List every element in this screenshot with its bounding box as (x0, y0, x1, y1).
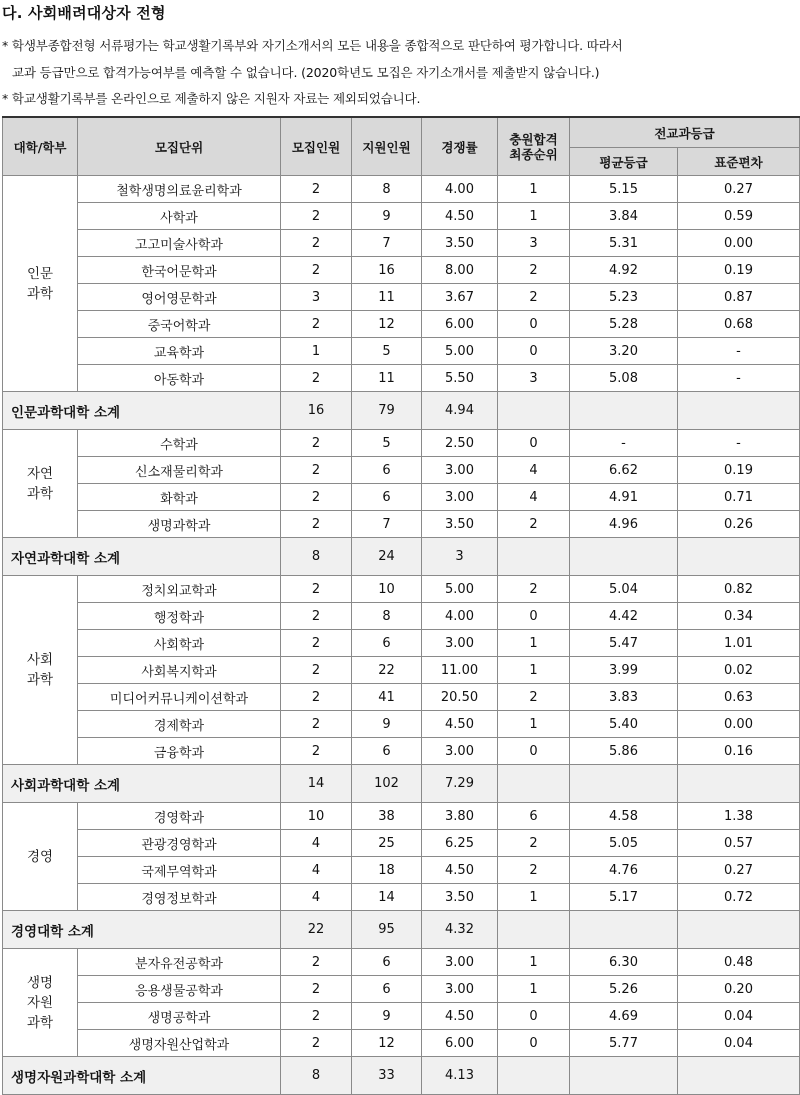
avg-cell: 5.31 (570, 230, 678, 257)
table-row (3, 976, 800, 1003)
subtotal-empty-cell (678, 1057, 800, 1095)
subtotal-empty-cell (570, 765, 678, 803)
applicants-cell: 18 (352, 857, 422, 884)
std-cell: - (678, 338, 800, 365)
subtotal-quota-cell: 22 (281, 911, 352, 949)
avg-cell: 4.42 (570, 603, 678, 630)
college-cell: 경영 (3, 803, 78, 911)
quota-cell: 2 (281, 365, 352, 392)
avg-cell: 6.30 (570, 949, 678, 976)
applicants-cell: 5 (352, 338, 422, 365)
unit-cell: 철학생명의료윤리학과 (78, 176, 281, 203)
std-cell: 0.82 (678, 576, 800, 603)
ratio-cell: 5.00 (422, 576, 498, 603)
header-avg: 평균등급 (570, 148, 678, 176)
unit-cell: 미디어커뮤니케이션학과 (78, 684, 281, 711)
ratio-cell: 3.00 (422, 484, 498, 511)
applicants-cell: 6 (352, 976, 422, 1003)
subtotal-row (3, 1057, 800, 1095)
rank-cell: 2 (498, 830, 570, 857)
avg-cell: 5.28 (570, 311, 678, 338)
avg-cell: 5.23 (570, 284, 678, 311)
ratio-cell: 5.50 (422, 365, 498, 392)
avg-cell: 4.91 (570, 484, 678, 511)
rank-cell: 0 (498, 338, 570, 365)
subtotal-quota-cell: 8 (281, 538, 352, 576)
table-row (3, 884, 800, 911)
unit-cell: 분자유전공학과 (78, 949, 281, 976)
ratio-cell: 4.50 (422, 1003, 498, 1030)
ratio-cell: 4.50 (422, 711, 498, 738)
rank-cell: 1 (498, 976, 570, 1003)
ratio-cell: 20.50 (422, 684, 498, 711)
subtotal-label: 사회과학대학 소계 (3, 765, 281, 803)
avg-cell: 5.86 (570, 738, 678, 765)
avg-cell: 4.92 (570, 257, 678, 284)
quota-cell: 2 (281, 630, 352, 657)
header-std: 표준편차 (678, 148, 800, 176)
rank-cell: 1 (498, 949, 570, 976)
subtotal-applicants-cell: 79 (352, 392, 422, 430)
rank-cell: 6 (498, 803, 570, 830)
quota-cell: 2 (281, 230, 352, 257)
unit-cell: 국제무역학과 (78, 857, 281, 884)
applicants-cell: 9 (352, 1003, 422, 1030)
std-cell: 0.20 (678, 976, 800, 1003)
college-cell: 사회 과학 (3, 576, 78, 765)
unit-cell: 경영학과 (78, 803, 281, 830)
std-cell: - (678, 365, 800, 392)
quota-cell: 2 (281, 511, 352, 538)
applicants-cell: 41 (352, 684, 422, 711)
ratio-cell: 3.00 (422, 738, 498, 765)
applicants-cell: 16 (352, 257, 422, 284)
unit-cell: 한국어문학과 (78, 257, 281, 284)
header-college: 대학/학부 (3, 117, 78, 176)
table-row (3, 711, 800, 738)
applicants-cell: 12 (352, 311, 422, 338)
applicants-cell: 14 (352, 884, 422, 911)
table-row (3, 203, 800, 230)
header-unit: 모집단위 (78, 117, 281, 176)
std-cell: 0.72 (678, 884, 800, 911)
unit-cell: 생명공학과 (78, 1003, 281, 1030)
ratio-cell: 3.00 (422, 976, 498, 1003)
applicants-cell: 7 (352, 511, 422, 538)
rank-cell: 3 (498, 365, 570, 392)
std-cell: 0.19 (678, 257, 800, 284)
quota-cell: 2 (281, 176, 352, 203)
quota-cell: 2 (281, 738, 352, 765)
quota-cell: 2 (281, 711, 352, 738)
table-row (3, 311, 800, 338)
quota-cell: 2 (281, 430, 352, 457)
quota-cell: 2 (281, 603, 352, 630)
note-line-2: 교과 등급만으로 합격가능여부를 예측할 수 없습니다. (2020학년도 모집은 자기소개서를 제출받지 않습니다.) (12, 65, 600, 80)
std-cell: 0.63 (678, 684, 800, 711)
unit-cell: 사회복지학과 (78, 657, 281, 684)
table-row (3, 949, 800, 976)
subtotal-quota-cell: 14 (281, 765, 352, 803)
ratio-cell: 3.00 (422, 457, 498, 484)
quota-cell: 2 (281, 1030, 352, 1057)
table-row (3, 630, 800, 657)
subtotal-empty-cell (498, 392, 570, 430)
table-row (3, 1003, 800, 1030)
subtotal-empty-cell (678, 392, 800, 430)
rank-cell: 0 (498, 1003, 570, 1030)
applicants-cell: 8 (352, 603, 422, 630)
std-cell: 0.68 (678, 311, 800, 338)
avg-cell: 3.84 (570, 203, 678, 230)
rank-cell: 2 (498, 284, 570, 311)
table-row (3, 657, 800, 684)
subtotal-label: 경영대학 소계 (3, 911, 281, 949)
admission-results-table (2, 116, 800, 1095)
table-body (3, 176, 800, 1095)
avg-cell: 5.05 (570, 830, 678, 857)
applicants-cell: 5 (352, 430, 422, 457)
unit-cell: 경영정보학과 (78, 884, 281, 911)
unit-cell: 정치외교학과 (78, 576, 281, 603)
subtotal-label: 인문과학대학 소계 (3, 392, 281, 430)
unit-cell: 중국어학과 (78, 311, 281, 338)
quota-cell: 2 (281, 1003, 352, 1030)
table-row (3, 430, 800, 457)
rank-cell: 0 (498, 738, 570, 765)
rank-cell: 2 (498, 257, 570, 284)
avg-cell: 4.96 (570, 511, 678, 538)
subtotal-empty-cell (570, 538, 678, 576)
unit-cell: 신소재물리학과 (78, 457, 281, 484)
rank-cell: 1 (498, 630, 570, 657)
rank-cell: 4 (498, 484, 570, 511)
applicants-cell: 12 (352, 1030, 422, 1057)
applicants-cell: 7 (352, 230, 422, 257)
subtotal-applicants-cell: 33 (352, 1057, 422, 1095)
avg-cell: 5.47 (570, 630, 678, 657)
ratio-cell: 4.00 (422, 603, 498, 630)
rank-cell: 4 (498, 457, 570, 484)
table-row (3, 365, 800, 392)
subtotal-empty-cell (678, 538, 800, 576)
avg-cell: 4.76 (570, 857, 678, 884)
unit-cell: 관광경영학과 (78, 830, 281, 857)
rank-cell: 0 (498, 1030, 570, 1057)
quota-cell: 4 (281, 884, 352, 911)
subtotal-ratio-cell: 4.32 (422, 911, 498, 949)
subtotal-empty-cell (498, 1057, 570, 1095)
note-line-3: * 학교생활기록부를 온라인으로 제출하지 않은 지원자 자료는 제외되었습니다. (2, 91, 421, 106)
subtotal-empty-cell (498, 538, 570, 576)
ratio-cell: 3.50 (422, 511, 498, 538)
unit-cell: 사학과 (78, 203, 281, 230)
std-cell: 0.59 (678, 203, 800, 230)
college-cell: 생명 자원 과학 (3, 949, 78, 1057)
std-cell: 0.16 (678, 738, 800, 765)
header-grade-group: 전교과등급 (570, 117, 800, 148)
applicants-cell: 6 (352, 484, 422, 511)
avg-cell: 4.69 (570, 1003, 678, 1030)
avg-cell: 5.15 (570, 176, 678, 203)
applicants-cell: 9 (352, 711, 422, 738)
rank-cell: 3 (498, 230, 570, 257)
subtotal-ratio-cell: 4.94 (422, 392, 498, 430)
table-row (3, 830, 800, 857)
subtotal-quota-cell: 8 (281, 1057, 352, 1095)
subtotal-row (3, 392, 800, 430)
subtotal-row (3, 538, 800, 576)
ratio-cell: 4.50 (422, 203, 498, 230)
std-cell: - (678, 430, 800, 457)
quota-cell: 2 (281, 311, 352, 338)
applicants-cell: 38 (352, 803, 422, 830)
ratio-cell: 6.00 (422, 311, 498, 338)
avg-cell: 6.62 (570, 457, 678, 484)
subtotal-empty-cell (570, 1057, 678, 1095)
ratio-cell: 6.25 (422, 830, 498, 857)
quota-cell: 4 (281, 830, 352, 857)
avg-cell: 3.99 (570, 657, 678, 684)
unit-cell: 영어영문학과 (78, 284, 281, 311)
quota-cell: 3 (281, 284, 352, 311)
quota-cell: 2 (281, 976, 352, 1003)
ratio-cell: 3.00 (422, 630, 498, 657)
table-row (3, 511, 800, 538)
unit-cell: 경제학과 (78, 711, 281, 738)
quota-cell: 2 (281, 457, 352, 484)
table-row (3, 738, 800, 765)
rank-cell: 1 (498, 884, 570, 911)
subtotal-row (3, 911, 800, 949)
quota-cell: 2 (281, 257, 352, 284)
ratio-cell: 6.00 (422, 1030, 498, 1057)
rank-cell: 2 (498, 576, 570, 603)
avg-cell: 5.17 (570, 884, 678, 911)
unit-cell: 화학과 (78, 484, 281, 511)
ratio-cell: 11.00 (422, 657, 498, 684)
note-line-1: * 학생부종합전형 서류평가는 학교생활기록부와 자기소개서의 모든 내용을 종합적으로 판단하여 평가합니다. 따라서 (2, 38, 623, 53)
std-cell: 0.00 (678, 711, 800, 738)
applicants-cell: 22 (352, 657, 422, 684)
applicants-cell: 11 (352, 284, 422, 311)
avg-cell: 5.08 (570, 365, 678, 392)
table-row (3, 576, 800, 603)
avg-cell: 5.77 (570, 1030, 678, 1057)
table-row (3, 230, 800, 257)
applicants-cell: 11 (352, 365, 422, 392)
rank-cell: 1 (498, 203, 570, 230)
std-cell: 0.00 (678, 230, 800, 257)
std-cell: 0.27 (678, 857, 800, 884)
section-title: 다. 사회배려대상자 전형 (2, 4, 166, 22)
quota-cell: 2 (281, 684, 352, 711)
quota-cell: 2 (281, 657, 352, 684)
avg-cell: 4.58 (570, 803, 678, 830)
subtotal-empty-cell (678, 765, 800, 803)
unit-cell: 고고미술사학과 (78, 230, 281, 257)
ratio-cell: 3.50 (422, 884, 498, 911)
subtotal-quota-cell: 16 (281, 392, 352, 430)
ratio-cell: 5.00 (422, 338, 498, 365)
ratio-cell: 4.50 (422, 857, 498, 884)
rank-cell: 0 (498, 311, 570, 338)
avg-cell: - (570, 430, 678, 457)
table-row (3, 684, 800, 711)
quota-cell: 2 (281, 576, 352, 603)
applicants-cell: 8 (352, 176, 422, 203)
subtotal-applicants-cell: 24 (352, 538, 422, 576)
avg-cell: 3.20 (570, 338, 678, 365)
subtotal-row (3, 765, 800, 803)
table-row (3, 484, 800, 511)
std-cell: 0.26 (678, 511, 800, 538)
header-quota: 모집인원 (281, 117, 352, 176)
ratio-cell: 3.67 (422, 284, 498, 311)
applicants-cell: 10 (352, 576, 422, 603)
rank-cell: 0 (498, 603, 570, 630)
subtotal-ratio-cell: 7.29 (422, 765, 498, 803)
subtotal-label: 생명자원과학대학 소계 (3, 1057, 281, 1095)
ratio-cell: 8.00 (422, 257, 498, 284)
ratio-cell: 3.00 (422, 949, 498, 976)
college-cell: 인문 과학 (3, 176, 78, 392)
applicants-cell: 6 (352, 738, 422, 765)
subtotal-empty-cell (498, 765, 570, 803)
subtotal-empty-cell (678, 911, 800, 949)
subtotal-empty-cell (498, 911, 570, 949)
table-row (3, 803, 800, 830)
rank-cell: 2 (498, 511, 570, 538)
quota-cell: 2 (281, 484, 352, 511)
table-row (3, 1030, 800, 1057)
table-row (3, 857, 800, 884)
unit-cell: 아동학과 (78, 365, 281, 392)
table-row (3, 284, 800, 311)
subtotal-applicants-cell: 102 (352, 765, 422, 803)
std-cell: 0.57 (678, 830, 800, 857)
avg-cell: 5.04 (570, 576, 678, 603)
std-cell: 1.38 (678, 803, 800, 830)
unit-cell: 교육학과 (78, 338, 281, 365)
quota-cell: 10 (281, 803, 352, 830)
std-cell: 0.87 (678, 284, 800, 311)
applicants-cell: 6 (352, 949, 422, 976)
rank-cell: 0 (498, 430, 570, 457)
quota-cell: 1 (281, 338, 352, 365)
subtotal-ratio-cell: 4.13 (422, 1057, 498, 1095)
unit-cell: 응용생물공학과 (78, 976, 281, 1003)
std-cell: 0.27 (678, 176, 800, 203)
avg-cell: 3.83 (570, 684, 678, 711)
quota-cell: 4 (281, 857, 352, 884)
rank-cell: 1 (498, 711, 570, 738)
subtotal-applicants-cell: 95 (352, 911, 422, 949)
rank-cell: 1 (498, 657, 570, 684)
std-cell: 0.48 (678, 949, 800, 976)
header-rank: 충원합격 최종순위 (498, 117, 570, 176)
rank-cell: 2 (498, 857, 570, 884)
avg-cell: 5.26 (570, 976, 678, 1003)
applicants-cell: 6 (352, 630, 422, 657)
unit-cell: 금융학과 (78, 738, 281, 765)
applicants-cell: 6 (352, 457, 422, 484)
table-row (3, 603, 800, 630)
std-cell: 1.01 (678, 630, 800, 657)
college-cell: 자연 과학 (3, 430, 78, 538)
quota-cell: 2 (281, 203, 352, 230)
std-cell: 0.34 (678, 603, 800, 630)
subtotal-empty-cell (570, 392, 678, 430)
avg-cell: 5.40 (570, 711, 678, 738)
ratio-cell: 2.50 (422, 430, 498, 457)
unit-cell: 사회학과 (78, 630, 281, 657)
rank-cell: 1 (498, 176, 570, 203)
header-applicants: 지원인원 (352, 117, 422, 176)
header-ratio: 경쟁률 (422, 117, 498, 176)
unit-cell: 수학과 (78, 430, 281, 457)
ratio-cell: 3.50 (422, 230, 498, 257)
std-cell: 0.04 (678, 1030, 800, 1057)
ratio-cell: 4.00 (422, 176, 498, 203)
subtotal-ratio-cell: 3 (422, 538, 498, 576)
unit-cell: 행정학과 (78, 603, 281, 630)
std-cell: 0.04 (678, 1003, 800, 1030)
table-row (3, 457, 800, 484)
ratio-cell: 3.80 (422, 803, 498, 830)
applicants-cell: 9 (352, 203, 422, 230)
unit-cell: 생명과학과 (78, 511, 281, 538)
table-row (3, 257, 800, 284)
std-cell: 0.71 (678, 484, 800, 511)
unit-cell: 생명자원산업학과 (78, 1030, 281, 1057)
std-cell: 0.02 (678, 657, 800, 684)
subtotal-empty-cell (570, 911, 678, 949)
subtotal-label: 자연과학대학 소계 (3, 538, 281, 576)
quota-cell: 2 (281, 949, 352, 976)
rank-cell: 2 (498, 684, 570, 711)
applicants-cell: 25 (352, 830, 422, 857)
table-row (3, 338, 800, 365)
std-cell: 0.19 (678, 457, 800, 484)
table-row (3, 176, 800, 203)
